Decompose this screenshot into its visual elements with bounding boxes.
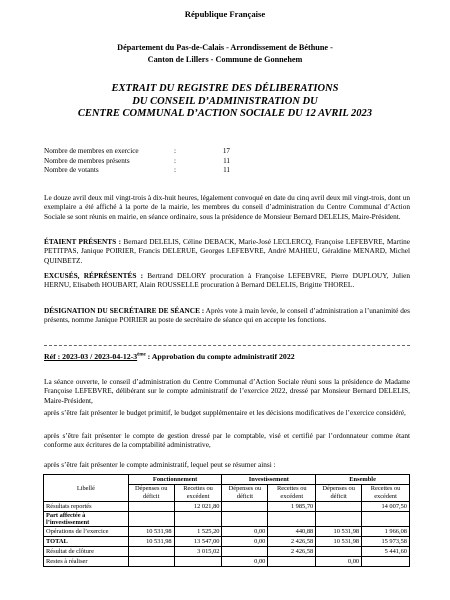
table-cell: 0,00 bbox=[222, 537, 268, 547]
count-value: 17 bbox=[222, 147, 230, 155]
table-cell bbox=[362, 557, 410, 567]
table-cell bbox=[128, 512, 174, 527]
reference-subject: : Approbation du compte administratif 2022 bbox=[145, 352, 295, 361]
table-row bbox=[44, 537, 410, 547]
group-header-investissement: Investissement bbox=[222, 475, 316, 485]
member-counts bbox=[44, 147, 230, 176]
count-row bbox=[44, 157, 230, 167]
secretary-label: DÉSIGNATION DU SECRÉTAIRE DE SÉANCE : bbox=[44, 306, 205, 315]
row-label: Résultats reportés bbox=[44, 502, 129, 512]
row-label: Opérations de l’exercice bbox=[44, 527, 129, 537]
subheader-cell: Dépenses ou déficit bbox=[222, 485, 268, 502]
administrative-heading bbox=[0, 42, 450, 66]
body-paragraph-3: après s’être fait présenter le compte de gestion dressé par le comptable, visé et certifié par l’ordonnateur comme étant conforme aux écritures de la comptabilité administrative, bbox=[44, 431, 410, 450]
table-cell: 0,00 bbox=[316, 557, 362, 567]
table-group-header bbox=[44, 475, 410, 485]
count-label: Nombre de membres présents bbox=[44, 156, 130, 165]
reference-suffix: ème bbox=[137, 352, 146, 358]
excuses-text: Bertrand DELORY procuration à Françoise LEFEBVRE, Pierre DUPLOUY, Julien HERNU, Elisabeth HOUBART, Alain ROUSSELLE procuration à Bernard DELELIS, Brigitte THOREL. bbox=[44, 271, 410, 290]
table-cell: 5 441,60 bbox=[362, 547, 410, 557]
admin-line-2: Canton de Lillers - Commune de Gonnehem bbox=[147, 55, 303, 64]
presents-text: Bernard DELELIS, Céline DEBACK, Marie-José LECLERCQ, Françoise LEFEBVRE, Martine PETITPAS, Janique POIRIER, Francis DELERUE, Georges LEFEBVRE, André MAHIEU, Géraldine MENARD, Michel QUINBETZ. bbox=[44, 237, 411, 265]
table-cell bbox=[316, 547, 362, 557]
table-cell: 1 525,20 bbox=[174, 527, 222, 537]
subheader-cell: Recettes ou excédent bbox=[362, 485, 410, 502]
table-cell: 440,88 bbox=[268, 527, 316, 537]
table-cell bbox=[128, 557, 174, 567]
count-label: Nombre de membres en exercice bbox=[44, 147, 139, 155]
row-label: Résultat de clôture bbox=[44, 547, 129, 557]
table-cell bbox=[268, 557, 316, 567]
table-cell bbox=[316, 502, 362, 512]
table-cell: 1 985,70 bbox=[268, 502, 316, 512]
admin-line-1: Département du Pas-de-Calais - Arrondissement de Béthune - bbox=[117, 43, 333, 52]
table-cell: 12 021,80 bbox=[174, 502, 222, 512]
republic-heading: République Française bbox=[184, 9, 266, 19]
count-row bbox=[44, 147, 230, 157]
table-cell bbox=[362, 512, 410, 527]
table-row bbox=[44, 512, 410, 527]
document-title bbox=[0, 83, 450, 121]
libelle-header: Libellé bbox=[44, 475, 129, 502]
table-cell: 2 426,58 bbox=[268, 537, 316, 547]
subheader-cell: Dépenses ou déficit bbox=[316, 485, 362, 502]
deliberation-reference bbox=[44, 352, 295, 361]
row-label: Part affectée à l’investissement bbox=[44, 512, 129, 527]
count-label: Nombre de votants bbox=[44, 166, 99, 174]
table-cell: 14 007,50 bbox=[362, 502, 410, 512]
row-label: Restes à réaliser bbox=[44, 557, 129, 567]
table-cell bbox=[316, 512, 362, 527]
table-cell: 2 426,58 bbox=[268, 547, 316, 557]
table-row bbox=[44, 557, 410, 567]
group-header-fonctionnement: Fonctionnement bbox=[128, 475, 222, 485]
count-row bbox=[44, 166, 230, 176]
intro-paragraph: Le douze avril deux mil vingt-trois à dix-huit heures, légalement convoqué en date du cinq avril deux mil vingt-trois, dont un exemplaire a été affiché à la porte de la mairie, les membres du conseil d’administration du Centre Communal d’Action Sociale se sont réunis en mairie, en séance ordinaire, sous la présidence de Monsieur Bernard DELELIS, Maire-Président. bbox=[44, 193, 410, 221]
table-cell bbox=[128, 547, 174, 557]
table-cell: 3 015,02 bbox=[174, 547, 222, 557]
count-colon: : bbox=[174, 156, 176, 165]
presents-label: ÉTAIENT PRÉSENTS : bbox=[44, 237, 122, 246]
title-line-1: EXTRAIT DU REGISTRE DES DÉLIBERATIONS bbox=[111, 83, 339, 94]
section-divider bbox=[44, 345, 410, 346]
excuses-label: EXCUSÉS, RÉPRÉSENTÉS : bbox=[44, 271, 144, 280]
table-cell bbox=[222, 547, 268, 557]
body-paragraph-1: La séance ouverte, le conseil d’administration du Centre Communal d’Action Sociale réuni sous la présidence de Madame Françoise LEFEBVRE, délibérant sur le compte administratif de l’exercice 2022, dressé par Monsieur Bernard DELELIS, Maire-Président, bbox=[44, 377, 410, 405]
table-cell bbox=[222, 512, 268, 527]
secretary-text: Après vote à main levée, le conseil d’administration a l’unanimité des présents, nomme Janique POIRIER au poste de secrétaire de séance qui en accepte les fonctions. bbox=[44, 306, 411, 325]
group-header-ensemble: Ensemble bbox=[316, 475, 410, 485]
subheader-cell: Recettes ou excédent bbox=[268, 485, 316, 502]
table-cell: 0,00 bbox=[222, 557, 268, 567]
title-line-3: CENTRE COMMUNAL D’ACTION SOCIALE DU 12 AVRIL 2023 bbox=[77, 108, 373, 119]
table-cell: 15 973,58 bbox=[362, 537, 410, 547]
table-cell: 10 531,98 bbox=[316, 537, 362, 547]
table-cell bbox=[222, 502, 268, 512]
subheader-cell: Dépenses ou déficit bbox=[128, 485, 174, 502]
reference-number: Réf : 2023-03 / 2023-04-12-3 bbox=[44, 352, 138, 361]
table-cell bbox=[128, 502, 174, 512]
table-row bbox=[44, 502, 410, 512]
table-cell bbox=[174, 557, 222, 567]
title-line-2: DU CONSEIL D’ADMINISTRATION DU bbox=[132, 95, 318, 107]
table-cell: 13 547,00 bbox=[174, 537, 222, 547]
table-cell: 0,00 bbox=[222, 527, 268, 537]
body-paragraph-2: après s’être fait présenter le budget primitif, le budget supplémentaire et les décisions modificatives de l’exercice considéré, bbox=[44, 408, 406, 417]
table-cell: 10 531,98 bbox=[316, 527, 362, 537]
secretary-paragraph bbox=[44, 306, 410, 325]
table-cell: 10 531,98 bbox=[128, 527, 174, 537]
table-cell: 1 966,08 bbox=[362, 527, 410, 537]
count-value: 11 bbox=[223, 156, 230, 165]
presents-paragraph bbox=[44, 237, 410, 265]
count-colon: : bbox=[174, 147, 176, 155]
body-paragraph-4: après s’être fait présenter le compte administratif, lequel peut se résumer ainsi : bbox=[44, 460, 276, 469]
table-row bbox=[44, 527, 410, 537]
table-row bbox=[44, 547, 410, 557]
table-cell: 10 531,98 bbox=[128, 537, 174, 547]
table-cell bbox=[268, 512, 316, 527]
excuses-paragraph bbox=[44, 271, 410, 290]
count-value: 11 bbox=[223, 166, 230, 174]
subheader-cell: Recettes ou excédent bbox=[174, 485, 222, 502]
administrative-account-table bbox=[43, 474, 410, 567]
count-colon: : bbox=[174, 166, 176, 174]
table-cell bbox=[174, 512, 222, 527]
row-label: TOTAL bbox=[44, 537, 129, 547]
